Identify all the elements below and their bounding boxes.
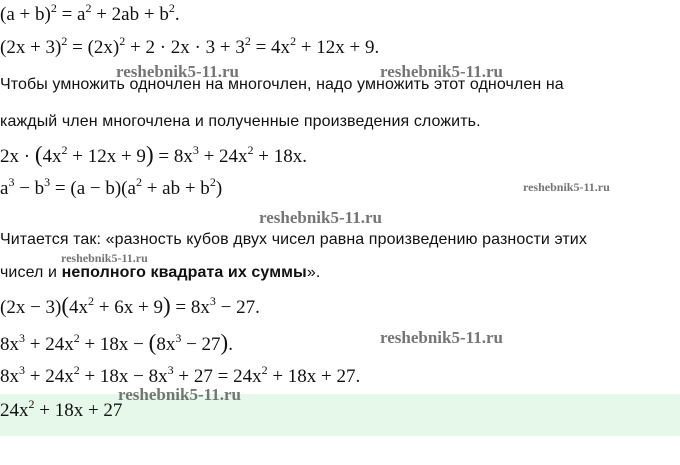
formula-difference-of-cubes: [0, 175, 223, 200]
formula-part: − 27.: [215, 297, 260, 318]
formula-part: + 18x −: [79, 334, 149, 355]
paren: ): [162, 293, 171, 318]
watermark: reshebnik5-11.ru: [380, 328, 503, 347]
formula-part: 24x: [0, 400, 29, 421]
answer-box: [0, 394, 680, 436]
reads-text-line-2: [0, 264, 320, 282]
exponent: 2: [119, 34, 126, 48]
reads-text-line-1: Читается так: «разность кубов двух чисел равна произведению разности этих: [0, 231, 587, 248]
formula-part: = (a − b)(a: [50, 178, 136, 199]
paren: ): [220, 330, 229, 355]
formula-part: + 18x.: [253, 146, 308, 167]
formula-subtraction: [0, 331, 233, 356]
formula-part: + 27 = 24x: [173, 366, 262, 387]
formula-part: + 12x + 9.: [296, 37, 380, 58]
formula-part: = 4x: [250, 37, 291, 58]
exponent: 2: [168, 1, 175, 15]
rule-text-line-1: Чтобы умножить одночлен на многочлен, надо умножить этот одночлен на: [0, 76, 564, 93]
formula-square-of-sum: [0, 1, 180, 26]
reads-text-part: чисел и: [0, 264, 62, 281]
paren: ): [145, 142, 154, 167]
formula-part: + 18x − 8x: [79, 366, 168, 387]
paren: (: [34, 142, 43, 167]
formula-part: 8x: [0, 334, 19, 355]
formula-part: .: [228, 334, 233, 355]
paren: (: [148, 330, 157, 355]
exponent: 2: [50, 1, 57, 15]
formula-monomial-times-polynomial: [0, 143, 307, 168]
formula-part: − 27: [181, 334, 221, 355]
watermark: reshebnik5-11.ru: [380, 62, 503, 81]
exponent: 3: [167, 363, 174, 377]
exponent: 3: [192, 143, 199, 157]
formula-example-square: [0, 34, 380, 59]
exponent: 2: [61, 143, 68, 157]
formula-part: ): [215, 178, 223, 199]
answer-formula: [0, 397, 123, 422]
exponent: 2: [247, 143, 254, 157]
formula-cubes-product: [0, 294, 260, 319]
formula-part: = (2x): [67, 37, 120, 58]
formula-part: + 6x + 9: [94, 297, 163, 318]
exponent: 2: [290, 34, 297, 48]
formula-part: .: [174, 4, 180, 25]
formula-part: + 24x: [25, 366, 74, 387]
exponent: 2: [73, 363, 80, 377]
exponent: 3: [44, 175, 51, 189]
formula-part: + 12x + 9: [67, 146, 146, 167]
exponent: 2: [61, 34, 68, 48]
formula-part: − b: [14, 178, 45, 199]
exponent: 3: [19, 363, 25, 377]
rule-text-line-2: каждый член многочлена и полученные произведения сложить.: [0, 113, 481, 130]
formula-part: + 2 · 2x · 3 + 3: [125, 37, 245, 58]
watermark: reshebnik5-11.ru: [523, 180, 610, 194]
formula-part: (2x − 3): [0, 297, 62, 318]
exponent: 3: [209, 294, 216, 308]
exponent: 2: [28, 397, 35, 411]
formula-part: 8x: [156, 334, 176, 355]
exponent: 2: [209, 175, 216, 189]
formula-part: + ab + b: [141, 178, 210, 199]
formula-part: + 24x: [198, 146, 248, 167]
exponent: 3: [175, 331, 182, 345]
exponent: 2: [88, 294, 95, 308]
exponent: 2: [85, 1, 92, 15]
exponent: 3: [8, 175, 15, 189]
formula-part: = a: [56, 4, 86, 25]
formula-part: + 2ab + b: [91, 4, 169, 25]
formula-part: = 8x: [170, 297, 210, 318]
watermark: reshebnik5-11.ru: [118, 385, 241, 404]
reads-text-bold: неполного квадрата их суммы: [61, 264, 307, 281]
exponent: 3: [19, 331, 25, 345]
formula-part: 2x ·: [0, 146, 35, 167]
watermark: reshebnik5-11.ru: [116, 62, 239, 81]
formula-part: a: [0, 178, 9, 199]
formula-part: + 18x + 27.: [267, 366, 361, 387]
formula-part: (2x + 3): [0, 37, 62, 58]
formula-part: 4x: [42, 146, 62, 167]
exponent: 2: [244, 34, 251, 48]
formula-part: + 18x + 27: [34, 400, 123, 421]
formula-part: + 24x: [25, 334, 74, 355]
exponent: 2: [135, 175, 142, 189]
exponent: 2: [261, 363, 268, 377]
formula-part: = 8x: [153, 146, 193, 167]
reads-text-part: ».: [306, 264, 321, 281]
formula-part: (a + b): [0, 4, 51, 25]
watermark: reshebnik5-11.ru: [61, 251, 148, 265]
exponent: 2: [73, 331, 80, 345]
formula-part: 8x: [0, 366, 19, 387]
watermark: reshebnik5-11.ru: [259, 208, 382, 227]
formula-part: 4x: [69, 297, 89, 318]
paren: (: [61, 293, 70, 318]
